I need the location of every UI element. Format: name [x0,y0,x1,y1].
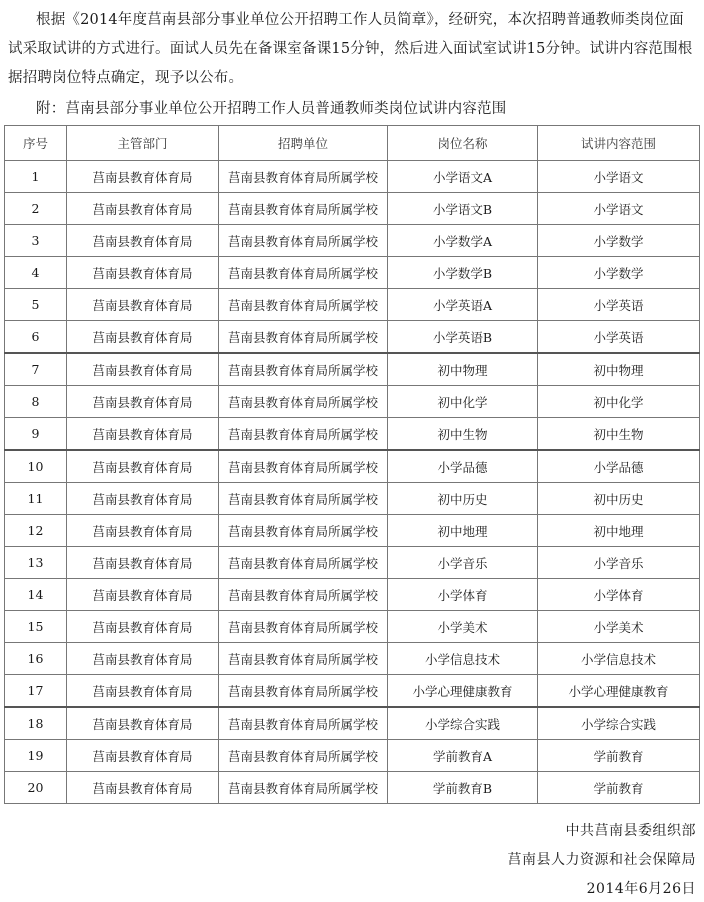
cell-recruiting-unit: 莒南县教育体育局所属学校 [219,611,388,643]
cell-index: 16 [5,643,67,675]
cell-position: 初中历史 [388,483,538,515]
cell-department: 莒南县教育体育局 [67,675,219,708]
cell-lecture-scope: 小学美术 [538,611,700,643]
cell-department: 莒南县教育体育局 [67,483,219,515]
cell-lecture-scope: 小学综合实践 [538,707,700,740]
cell-position: 学前教育B [388,772,538,804]
table-row [5,450,700,483]
table-row [5,579,700,611]
cell-lecture-scope: 小学语文 [538,161,700,193]
cell-department: 莒南县教育体育局 [67,161,219,193]
header-recruiting-unit: 招聘单位 [219,126,388,161]
cell-recruiting-unit: 莒南县教育体育局所属学校 [219,353,388,386]
cell-lecture-scope: 小学英语 [538,289,700,321]
cell-recruiting-unit: 莒南县教育体育局所属学校 [219,257,388,289]
cell-department: 莒南县教育体育局 [67,418,219,451]
cell-position: 小学英语B [388,321,538,354]
cell-position: 小学语文A [388,161,538,193]
cell-position: 小学英语A [388,289,538,321]
intro-paragraph: 根据《2014年度莒南县部分事业单位公开招聘工作人员简章》，经研究，本次招聘普通教师类岗位面试采取试讲的方式进行。面试人员先在备课室备课15分钟，然后进入面试室试讲15分钟。试讲内容范围根据招聘岗位特点确定，现予以公布。 [8,12,693,86]
signature-date: 2014年6月26日 [586,881,696,897]
cell-position: 初中地理 [388,515,538,547]
cell-recruiting-unit: 莒南县教育体育局所属学校 [219,707,388,740]
cell-department: 莒南县教育体育局 [67,643,219,675]
cell-department: 莒南县教育体育局 [67,740,219,772]
cell-position: 小学美术 [388,611,538,643]
cell-index: 9 [5,418,67,451]
table-row [5,740,700,772]
table-row [5,611,700,643]
cell-recruiting-unit: 莒南县教育体育局所属学校 [219,740,388,772]
cell-lecture-scope: 学前教育 [538,740,700,772]
trial-lecture-table [4,125,700,804]
table-caption: 附：莒南县部分事业单位公开招聘工作人员普通教师类岗位试讲内容范围 [36,101,507,117]
cell-lecture-scope: 小学心理健康教育 [538,675,700,708]
table-row [5,483,700,515]
cell-department: 莒南县教育体育局 [67,289,219,321]
cell-department: 莒南县教育体育局 [67,321,219,354]
cell-index: 11 [5,483,67,515]
cell-department: 莒南县教育体育局 [67,515,219,547]
cell-recruiting-unit: 莒南县教育体育局所属学校 [219,643,388,675]
cell-department: 莒南县教育体育局 [67,450,219,483]
cell-recruiting-unit: 莒南县教育体育局所属学校 [219,193,388,225]
cell-index: 13 [5,547,67,579]
cell-recruiting-unit: 莒南县教育体育局所属学校 [219,225,388,257]
cell-recruiting-unit: 莒南县教育体育局所属学校 [219,289,388,321]
cell-index: 7 [5,353,67,386]
cell-department: 莒南县教育体育局 [67,611,219,643]
cell-position: 学前教育A [388,740,538,772]
cell-index: 20 [5,772,67,804]
cell-index: 8 [5,386,67,418]
table-row [5,707,700,740]
cell-lecture-scope: 小学英语 [538,321,700,354]
table-row [5,547,700,579]
cell-department: 莒南县教育体育局 [67,707,219,740]
cell-department: 莒南县教育体育局 [67,386,219,418]
cell-index: 5 [5,289,67,321]
cell-index: 6 [5,321,67,354]
table-row [5,515,700,547]
cell-recruiting-unit: 莒南县教育体育局所属学校 [219,772,388,804]
cell-position: 小学数学B [388,257,538,289]
cell-recruiting-unit: 莒南县教育体育局所属学校 [219,450,388,483]
cell-index: 19 [5,740,67,772]
table-header-row [5,126,700,161]
cell-recruiting-unit: 莒南县教育体育局所属学校 [219,386,388,418]
cell-lecture-scope: 小学音乐 [538,547,700,579]
cell-department: 莒南县教育体育局 [67,257,219,289]
cell-department: 莒南县教育体育局 [67,772,219,804]
cell-lecture-scope: 初中物理 [538,353,700,386]
cell-position: 初中物理 [388,353,538,386]
cell-lecture-scope: 初中地理 [538,515,700,547]
cell-recruiting-unit: 莒南县教育体育局所属学校 [219,675,388,708]
cell-index: 2 [5,193,67,225]
cell-position: 小学体育 [388,579,538,611]
cell-lecture-scope: 小学数学 [538,225,700,257]
table-body [5,161,700,804]
signature-org-2: 莒南县人力资源和社会保障局 [507,852,696,868]
cell-index: 1 [5,161,67,193]
table-row [5,321,700,354]
header-position: 岗位名称 [388,126,538,161]
table-row [5,772,700,804]
cell-department: 莒南县教育体育局 [67,579,219,611]
cell-recruiting-unit: 莒南县教育体育局所属学校 [219,547,388,579]
cell-index: 15 [5,611,67,643]
cell-lecture-scope: 学前教育 [538,772,700,804]
cell-position: 小学综合实践 [388,707,538,740]
cell-index: 12 [5,515,67,547]
table-row [5,643,700,675]
cell-recruiting-unit: 莒南县教育体育局所属学校 [219,161,388,193]
cell-position: 小学音乐 [388,547,538,579]
cell-lecture-scope: 初中生物 [538,418,700,451]
cell-index: 18 [5,707,67,740]
cell-position: 初中生物 [388,418,538,451]
cell-recruiting-unit: 莒南县教育体育局所属学校 [219,515,388,547]
cell-position: 小学信息技术 [388,643,538,675]
cell-department: 莒南县教育体育局 [67,353,219,386]
cell-index: 3 [5,225,67,257]
table-row [5,161,700,193]
cell-index: 4 [5,257,67,289]
table-row [5,418,700,451]
header-index: 序号 [5,126,67,161]
cell-department: 莒南县教育体育局 [67,193,219,225]
table-row [5,353,700,386]
cell-lecture-scope: 小学体育 [538,579,700,611]
cell-lecture-scope: 小学信息技术 [538,643,700,675]
cell-lecture-scope: 小学数学 [538,257,700,289]
cell-recruiting-unit: 莒南县教育体育局所属学校 [219,321,388,354]
table-row [5,386,700,418]
cell-recruiting-unit: 莒南县教育体育局所属学校 [219,418,388,451]
header-lecture-scope: 试讲内容范围 [538,126,700,161]
signature-org-1: 中共莒南县委组织部 [565,823,696,839]
table-row [5,675,700,708]
header-department: 主管部门 [67,126,219,161]
table-row [5,225,700,257]
cell-position: 小学语文B [388,193,538,225]
cell-lecture-scope: 小学语文 [538,193,700,225]
cell-position: 小学心理健康教育 [388,675,538,708]
cell-recruiting-unit: 莒南县教育体育局所属学校 [219,483,388,515]
cell-lecture-scope: 小学品德 [538,450,700,483]
table-row [5,257,700,289]
table-row [5,193,700,225]
cell-position: 小学品德 [388,450,538,483]
cell-department: 莒南县教育体育局 [67,547,219,579]
cell-lecture-scope: 初中历史 [538,483,700,515]
cell-index: 17 [5,675,67,708]
cell-recruiting-unit: 莒南县教育体育局所属学校 [219,579,388,611]
cell-position: 小学数学A [388,225,538,257]
cell-lecture-scope: 初中化学 [538,386,700,418]
cell-position: 初中化学 [388,386,538,418]
cell-department: 莒南县教育体育局 [67,225,219,257]
table-row [5,289,700,321]
cell-index: 10 [5,450,67,483]
cell-index: 14 [5,579,67,611]
